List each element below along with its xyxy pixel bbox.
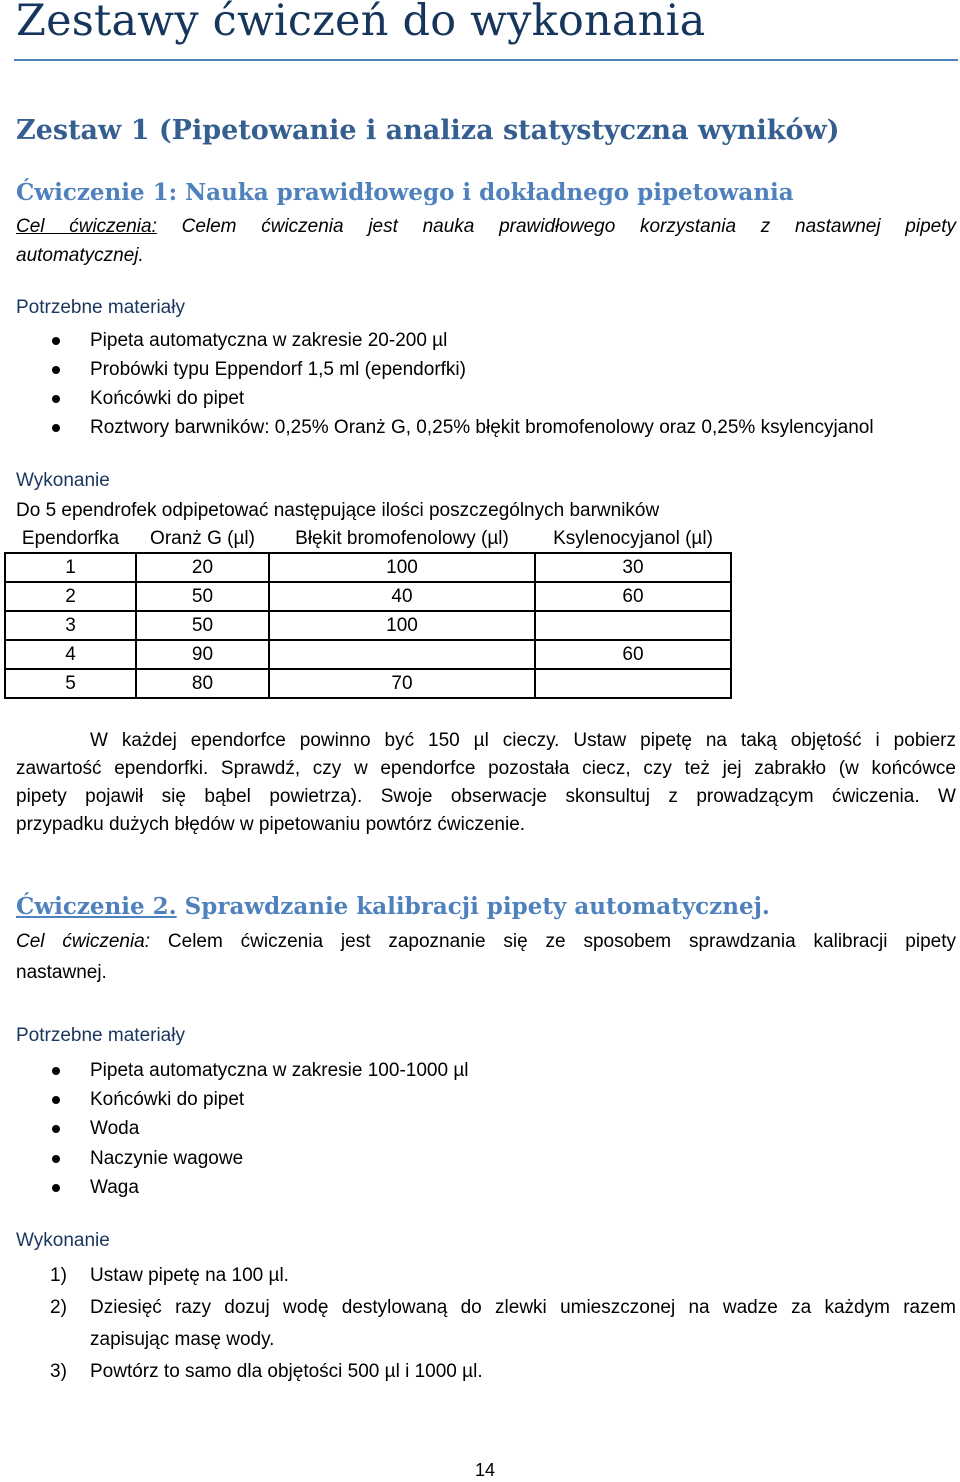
set1-heading: Zestaw 1 (Pipetowanie i analiza statystyczna wyników)	[16, 115, 840, 146]
exercise2-goal-line2: nastawnej.	[16, 962, 107, 983]
table-cell: 3	[5, 611, 136, 640]
table-row	[5, 553, 731, 582]
table-cell: 70	[269, 669, 535, 698]
bullet-icon	[52, 1096, 60, 1104]
list-item-text: Naczynie wagowe	[90, 1148, 244, 1169]
exercise2-goal-line1	[16, 928, 956, 956]
table-cell: 50	[136, 582, 269, 611]
title-divider	[14, 59, 958, 61]
table-cell: 30	[535, 553, 731, 582]
exercise2-heading	[16, 893, 770, 920]
exercise1-goal-text: Celem ćwiczenia jest nauka prawidłowego korzystania z nastawnej pipety	[181, 216, 956, 237]
table-cell: 60	[535, 640, 731, 669]
table-row	[5, 611, 731, 640]
document-title: Zestawy ćwiczeń do wykonania	[16, 0, 706, 46]
bullet-icon	[52, 424, 60, 432]
table-cell	[269, 640, 535, 669]
exercise1-goal-label: Cel ćwiczenia:	[16, 216, 157, 237]
exercise2-materials-heading: Potrzebne materiały	[16, 1025, 185, 1046]
bullet-icon	[52, 337, 60, 345]
list-item-text: Końcówki do pipet	[90, 388, 245, 409]
step-text: Powtórz to samo dla objętości 500 µl i 1000 µl.	[90, 1361, 483, 1382]
bullet-icon	[52, 1184, 60, 1192]
step-number: 1)	[50, 1265, 67, 1286]
step-text: Ustaw pipetę na 100 µl.	[90, 1265, 289, 1286]
exercise2-procedure-heading: Wykonanie	[16, 1230, 110, 1251]
table-cell: 20	[136, 553, 269, 582]
list-item-text: Woda	[90, 1118, 140, 1139]
list-item-continuation	[50, 1324, 956, 1356]
page-number: 14	[474, 1460, 496, 1480]
table-cell: 5	[5, 669, 136, 698]
list-item	[50, 1292, 956, 1324]
column-header: Oranż G (µl)	[136, 525, 269, 553]
list-item-text: Roztwory barwników: 0,25% Oranż G, 0,25% błękit bromofenolowy oraz 0,25% ksylencyjanol	[90, 417, 874, 438]
table-cell: 4	[5, 640, 136, 669]
exercise1-paragraph-line: pipety pojawił się bąbel powietrza). Swoje obserwacje skonsultuj z prowadzącym ćwiczenia. W	[16, 786, 956, 807]
exercise1-paragraph-line: zawartość ependorfki. Sprawdź, czy w ependorfce pozostała ciecz, czy też jej zabrakło (w końcówce	[16, 758, 956, 779]
bullet-icon	[52, 1155, 60, 1163]
exercise1-heading: Ćwiczenie 1: Nauka prawidłowego i dokładnego pipetowania	[16, 179, 794, 206]
exercise1-materials-heading: Potrzebne materiały	[16, 297, 185, 318]
exercise1-procedure-heading: Wykonanie	[16, 470, 110, 491]
exercise1-goal-line2: automatycznej.	[16, 245, 144, 266]
table-row	[5, 640, 731, 669]
bullet-icon	[52, 1125, 60, 1133]
exercise1-procedure-intro: Do 5 ependrofek odpipetować następujące ilości poszczególnych barwników	[16, 500, 660, 521]
step-number: 2)	[50, 1297, 67, 1318]
exercise1-paragraph-line: W każdej ependorfce powinno być 150 µl cieczy. Ustaw pipetę na taką objętość i pobierz	[90, 730, 956, 751]
step-number: 3)	[50, 1361, 67, 1382]
table-cell: 80	[136, 669, 269, 698]
list-item	[50, 1356, 956, 1388]
list-item-text: Waga	[90, 1177, 139, 1198]
exercise2-heading-title: Sprawdzanie kalibracji pipety automatycznej.	[176, 893, 770, 920]
bullet-icon	[52, 395, 60, 403]
table-cell: 100	[269, 553, 535, 582]
table-cell: 90	[136, 640, 269, 669]
bullet-icon	[52, 1067, 60, 1075]
table-cell	[535, 669, 731, 698]
table-row	[5, 669, 731, 698]
step-text: Dziesięć razy dozuj wodę destylowaną do zlewki umieszczonej na wadze za każdym razem	[90, 1297, 956, 1318]
exercise1-paragraph-line: przypadku dużych błędów w pipetowaniu powtórz ćwiczenie.	[16, 814, 526, 835]
list-item-text: Probówki typu Eppendorf 1,5 ml (ependorfki)	[90, 359, 466, 380]
table-header-row	[5, 525, 731, 553]
exercise1-goal-line1	[16, 213, 956, 241]
table-cell: 60	[535, 582, 731, 611]
step-text: zapisując masę wody.	[90, 1329, 275, 1350]
list-item-text: Końcówki do pipet	[90, 1089, 245, 1110]
column-header: Błękit bromofenolowy (µl)	[269, 525, 535, 553]
table-cell: 1	[5, 553, 136, 582]
column-header: Ependorfka	[5, 525, 136, 553]
table-cell: 40	[269, 582, 535, 611]
table-cell	[535, 611, 731, 640]
list-item-text: Pipeta automatyczna w zakresie 100-1000 µl	[90, 1060, 469, 1081]
exercise2-goal-label: Cel ćwiczenia:	[16, 931, 151, 952]
bullet-icon	[52, 366, 60, 374]
exercise2-goal-text: Celem ćwiczenia jest zapoznanie się ze sposobem sprawdzania kalibracji pipety	[167, 931, 957, 952]
list-item	[50, 1260, 956, 1292]
dye-volume-table	[4, 525, 732, 699]
list-item-text: Pipeta automatyczna w zakresie 20-200 µl	[90, 330, 448, 351]
column-header: Ksylenocyjanol (µl)	[535, 525, 731, 553]
table-cell: 2	[5, 582, 136, 611]
table-cell: 100	[269, 611, 535, 640]
table-row	[5, 582, 731, 611]
table-cell: 50	[136, 611, 269, 640]
exercise2-heading-number: Ćwiczenie 2.	[16, 893, 177, 920]
